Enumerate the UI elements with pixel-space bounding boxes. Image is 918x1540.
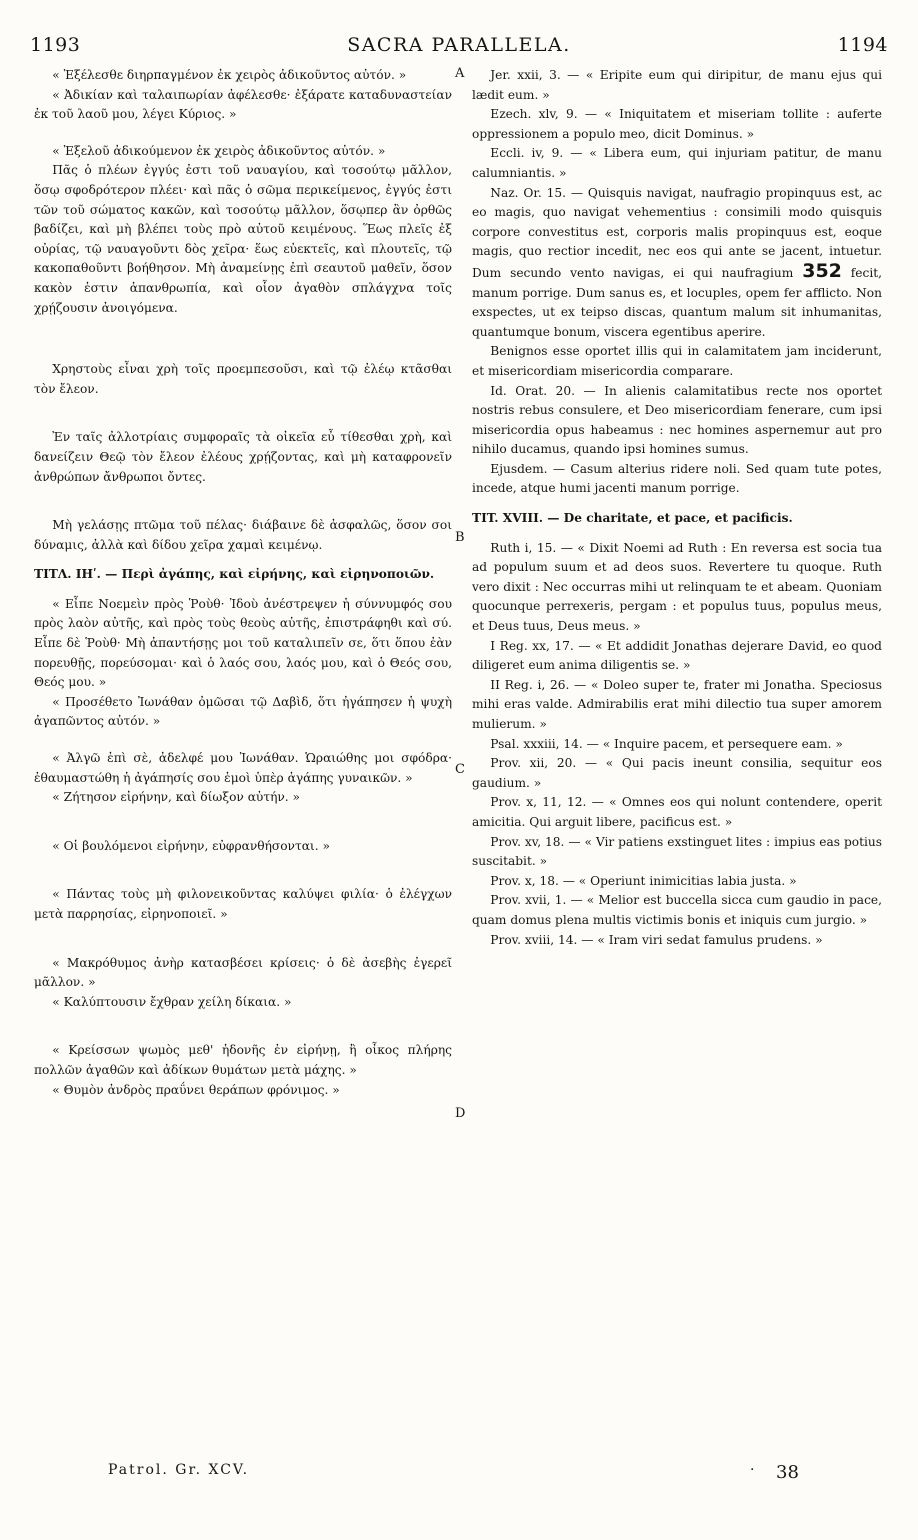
left-page-number: 1193 bbox=[30, 34, 81, 56]
latin-text: fecit, manum porrige. Dum sanus es, et locuples, opem fer afflicto. Non exspectes, ut ex teipso discas, quantum malum sit inhumanitas, quantumque bonum, viscera egentibus aperire. bbox=[472, 265, 883, 339]
latin-text: Naz. Or. 15. — Quisquis navigat, naufragio propinquus est, ac eo magis, quo navigat vehementius : consimili modo quisquis corpore convestitus est, corporis malis propinquus est, eoque magis, quo rectior incedit, nec eos qui ante se jacent, intuetur. Dum secundo vento navigas, ei qui naufragium bbox=[472, 185, 882, 280]
footer-dot: · bbox=[750, 1462, 755, 1478]
greek-paragraph: « Πάντας τοὺς μὴ φιλονεικοῦντας καλύψει φιλία· ὁ ἐλέγχων μετὰ παρρησίας, εἰρηνοποιεῖ. » bbox=[34, 887, 452, 921]
latin-paragraph: Prov. x, 11, 12. — « Omnes eos qui nolunt contendere, operit amicitia. Qui arguit libere, pacificus est. » bbox=[472, 795, 882, 829]
latin-paragraph: Prov. xii, 20. — « Qui pacis ineunt consilia, sequitur eos gaudium. » bbox=[472, 756, 882, 790]
latin-paragraph: II Reg. i, 26. — « Doleo super te, frater mi Jonatha. Speciosus mihi eras valde. Admirabilis erat mihi dilectio tua super amorem mulierum. » bbox=[472, 677, 882, 731]
greek-paragraph: « Ἐξέλεσθε διηρπαγμένον ἐκ χειρὸς ἀδικοῦντος αὐτόν. » bbox=[52, 68, 407, 82]
right-page-number: 1194 bbox=[837, 34, 888, 56]
latin-paragraph: Prov. x, 18. — « Operiunt inimicitias labia justa. » bbox=[490, 873, 797, 888]
column-number: 352 bbox=[802, 259, 842, 282]
greek-paragraph: « Μακρόθυμος ἀνὴρ κατασβέσει κρίσεις· ὁ δὲ ἀσεβὴς ἐγερεῖ μᾶλλον. » bbox=[34, 955, 452, 990]
greek-paragraph: « Προσέθετο Ἰωνάθαν ὀμῶσαι τῷ Δαβὶδ, ὅτι ἠγάπησεν ἡ ψυχὴ ἀγαπῶντος αὐτόν. » bbox=[34, 694, 452, 729]
margin-letter-a: A bbox=[455, 66, 465, 81]
greek-paragraph: Χρηστοὺς εἶναι χρὴ τοῖς προεμπεσοῦσι, καὶ τῷ ἐλέῳ κτᾶσθαι τὸν ἔλεον. bbox=[34, 362, 452, 396]
latin-paragraph: Prov. xviii, 14. — « Iram viri sedat famulus prudens. » bbox=[490, 932, 823, 947]
latin-paragraph: Jer. xxii, 3. — « Eripite eum qui diripitur, de manu ejus qui lædit eum. » bbox=[472, 68, 882, 102]
greek-paragraph: « Ἐξελοῦ ἀδικούμενον ἐκ χειρὸς ἀδικοῦντος αὐτόν. » bbox=[52, 143, 386, 158]
greek-section-title: ΤΙΤΛ. ΙΗʹ. — Περὶ ἀγάπης, καὶ εἰρήνης, καὶ εἰρηνοποιῶν. bbox=[34, 567, 435, 582]
footer-sheet-number: 38 bbox=[776, 1462, 799, 1483]
greek-column bbox=[34, 66, 452, 1100]
greek-paragraph: « Θυμὸν ἀνδρὸς πραΰνει θεράπων φρόνιμος. » bbox=[52, 1082, 340, 1097]
latin-column bbox=[472, 66, 882, 950]
margin-letter-c: C bbox=[455, 762, 465, 777]
running-title: SACRA PARALLELA. bbox=[347, 34, 571, 56]
latin-section-title: TIT. XVIII. — De charitate, et pace, et pacificis. bbox=[472, 511, 793, 526]
greek-paragraph: « Καλύπτουσιν ἔχθραν χείλη δίκαια. » bbox=[52, 994, 292, 1009]
latin-paragraph: Eccli. iv, 9. — « Libera eum, qui injuriam patitur, de manu calumniantis. » bbox=[472, 146, 882, 180]
latin-paragraph: I Reg. xx, 17. — « Et addidit Jonathas dejerare David, eo quod diligeret eum anima diligentis se. » bbox=[472, 638, 882, 673]
latin-paragraph: Benignos esse oportet illis qui in calamitatem jam inciderunt, et misericordiam misericordia comparare. bbox=[472, 344, 882, 378]
footer-signature: Patrol. Gr. XCV. bbox=[108, 1462, 250, 1478]
latin-paragraph: Psal. xxxiii, 14. — « Inquire pacem, et persequere eam. » bbox=[490, 736, 843, 751]
greek-paragraph: « Ἀλγῶ ἐπὶ σὲ, ἀδελφέ μου Ἰωνάθαν. Ὡραιώθης μοι σφόδρα· ἐθαυμαστώθη ἡ ἀγάπησίς σου ἐμοὶ ὑπὲρ ἀγάπης γυναικῶν. » bbox=[34, 751, 452, 785]
greek-paragraph: « Ἀδικίαν καὶ ταλαιπωρίαν ἀφέλεσθε· ἐξάρατε καταδυναστείαν ἐκ τοῦ λαοῦ μου, λέγει Κύριος. » bbox=[34, 87, 452, 122]
latin-paragraph: Ruth i, 15. — « Dixit Noemi ad Ruth : En reversa est socia tua ad populum suum et ad deos suos. Revertere tu quoque. Ruth vero dixit : Nec occurras mihi ut relinquam te et abeam. Quoniam quocunque perrexeris, pergam : et populus tuus, populus meus, et Deus tuus, Deus meus. » bbox=[472, 540, 882, 634]
greek-paragraph: « Εἶπε Νοεμεὶν πρὸς Ῥοὺθ· Ἰδοὺ ἀνέστρεψεν ἡ σύννυμφός σου πρὸς λαὸν αὐτῆς, καὶ πρὸς τοὺς θεοὺς αὐτῆς, ἐπιστράφηθι καὶ σύ. Εἶπε δὲ Ῥοὺθ· Μὴ ἀπαντήσῃς μοι τοῦ καταλιπεῖν σε, ὅτι ὅπου ἐὰν πορευθῇς, πορεύσομαι· καὶ ὁ λαός σου, λαός μου, καὶ ὁ Θεός σου, Θεός μου. » bbox=[34, 596, 452, 690]
latin-paragraph: Ejusdem. — Casum alterius ridere noli. Sed quam tute potes, incede, atque humi jacenti manum porrige. bbox=[472, 461, 882, 496]
greek-paragraph: « Κρείσσων ψωμὸς μεθ' ἡδονῆς ἐν εἰρήνῃ, ἢ οἶκος πλήρης πολλῶν ἀγαθῶν καὶ ἀδίκων θυμάτων μετὰ μάχης. » bbox=[34, 1043, 452, 1077]
greek-paragraph: Μὴ γελάσῃς πτῶμα τοῦ πέλας· διάβαινε δὲ ἀσφαλῶς, ὅσον σοι δύναμις, ἀλλὰ καὶ δίδου χεῖρα χαμαὶ κειμένῳ. bbox=[34, 518, 452, 552]
latin-paragraph: Ezech. xlv, 9. — « Iniquitatem et miseriam tollite : auferte oppressionem a populo meo, dicit Dominus. » bbox=[472, 107, 882, 141]
greek-paragraph: Πᾶς ὁ πλέων ἐγγύς ἐστι τοῦ ναυαγίου, καὶ τοσούτῳ μᾶλλον, ὅσῳ σφοδρότερον πλέει· καὶ πᾶς ὁ σῶμα περικείμενος, ἐγγύς ἐστι τῶν τοῦ σώματος κακῶν, καὶ τοσούτῳ μᾶλλον, ὅσῳπερ ἂν ὀρθῶς βαδίζει, καὶ μὴ βλέπει τοὺς πρὸ αὐτοῦ κειμένους. Ἕως πλεῖς ἐξ οὐρίας, τῷ ναυαγοῦντι δὸς χεῖρα· ἕως εὐεκτεῖς, καὶ πλουτεῖς, τῷ κακοπαθοῦντι βοήθησον. Μὴ ἀναμείνῃς ἐπὶ σεαυτοῦ μαθεῖν, ὅσον κακὸν ἐστιν ἀπανθρωπία, καὶ οἷον ἀγαθὸν σπλάγχνα τοῖς χρῄζουσιν ἀνοιγόμενα. bbox=[34, 163, 452, 315]
margin-letter-b: B bbox=[455, 530, 465, 545]
margin-letter-d: D bbox=[455, 1106, 466, 1121]
latin-paragraph: Id. Orat. 20. — In alienis calamitatibus recte nos oportet nostris rebus consulere, et Deo misericordiam fenerare, cum ipsi misericordia opus habeamus : nec homines aspernemur aut pro nihilo ducamus, quando ipsi homines sumus. bbox=[472, 383, 882, 457]
greek-paragraph: « Οἱ βουλόμενοι εἰρήνην, εὐφρανθήσονται. » bbox=[52, 838, 330, 853]
greek-paragraph: « Ζήτησον εἰρήνην, καὶ δίωξον αὐτήν. » bbox=[52, 790, 300, 805]
latin-paragraph: Prov. xvii, 1. — « Melior est buccella sicca cum gaudio in pace, quam domus plena multis victimis bonis et iniquis cum jurgio. » bbox=[472, 893, 882, 927]
running-header bbox=[26, 34, 892, 58]
greek-paragraph: Ἐν ταῖς ἀλλοτρίαις συμφοραῖς τὰ οἰκεῖα εὖ τίθεσθαι χρὴ, καὶ δανείζειν Θεῷ τὸν ἔλεον ἐλέους χρῄζοντας, καὶ μὴ καταφρονεῖν ἀνθρώπων ἄνθρωποι ὄντες. bbox=[34, 430, 452, 484]
latin-paragraph bbox=[472, 184, 882, 343]
latin-paragraph: Prov. xv, 18. — « Vir patiens exstinguet lites : impius eas potius suscitabit. » bbox=[472, 834, 882, 869]
